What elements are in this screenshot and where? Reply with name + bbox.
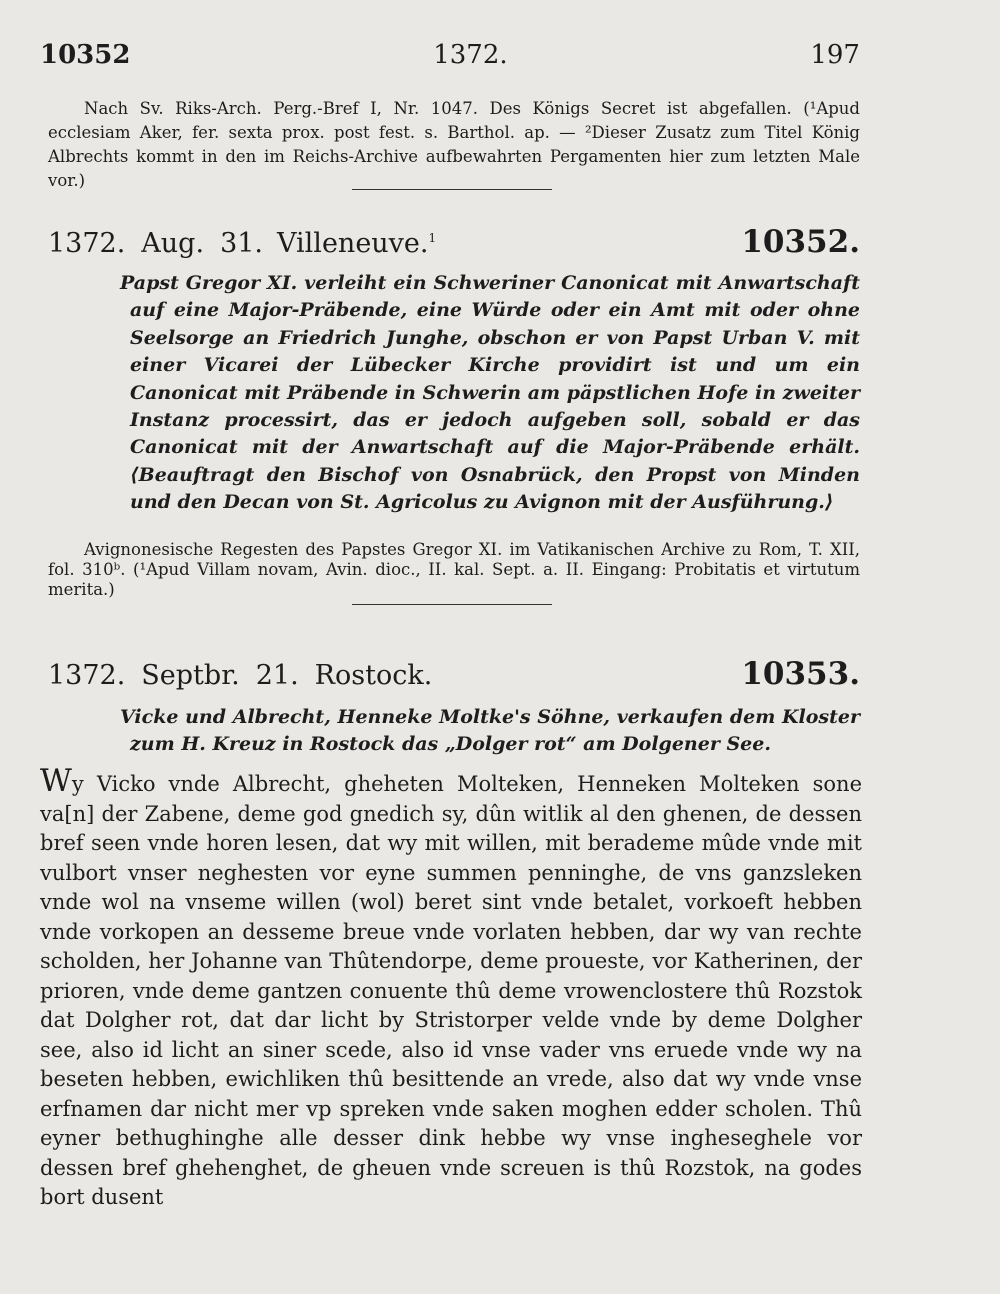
previous-entry-note	[48, 97, 860, 193]
entry-day: 31.	[220, 228, 264, 259]
entry-summary-10353	[120, 704, 860, 759]
entry-header-10353	[48, 656, 860, 692]
entry-date-10353	[48, 660, 448, 691]
entry-summary-10352	[120, 270, 860, 517]
entry-year: 1372.	[48, 228, 126, 259]
page-number: 197	[810, 40, 860, 70]
previous-entry-note-text: Nach Sv. Riks-Arch. Perg.-Bref I, Nr. 1047. Des Königs Secret ist abgefallen. (¹Apud ecclesiam Aker, fer. sexta prox. post fest. s. Barthol. ap. — ²Dieser Zusatz zum Titel König Albrechts kommt in den im Reichs-Archive aufbewahrten Pergamenten hier zum letzten Male vor.)	[48, 99, 860, 190]
entry-place: Rostock.	[314, 660, 433, 691]
running-head-year: 1372.	[433, 40, 508, 70]
entry-number: 10353.	[741, 656, 860, 692]
running-head	[40, 40, 860, 70]
charter-text-paragraph	[40, 763, 862, 1213]
charter-text-body: y Vicko vnde Albrecht, gheheten Molteken, Henneken Molteken sone va[n] der Zabene, deme god gnedich sy, dûn witlik al den ghenen, de dessen bref seen vnde horen lesen, dat wy mit willen, mit berademe mûde vnde mit vulbort vnser neghesten vor eyne summen penninghe, de vns ganzsleken vnde wol na vnseme willen (wol) beret sint vnde betalet, vorkoeft hebben vnde vorkopen an desseme breue vnde vorlaten hebben, dar wy van rechte scholden, her Johanne van Thûtendorpe, deme proueste, vor Katherinen, der prioren, vnde deme gantzen conuente thû deme vrowenclostere thû Rozstok dat Dolgher rot, dat dar licht by Stristorper velde vnde by deme Dolgher see, also id licht an siner scede, also id vnse vader vns eruede vnde wy na beseten hebben, ewichliken thû besittende an vrede, also dat wy vnde vnse erfnamen dar nicht mer vp spreken vnde saken moghen edder scholen. Thû eyner bethughinghe alle desser dink hebbe wy vnse ingheseghele vor dessen bref ghehenghet, de gheuen vnde screuen is thû Rozstok, na godes bort dusent	[40, 772, 862, 1209]
entry-month: Septbr.	[141, 660, 240, 691]
drop-cap: W	[40, 763, 72, 799]
entry-summary-text: Papst Gregor XI. verleiht ein Schweriner Canonicat mit Anwartschaft auf eine Major-Präbende, eine Würde oder ein Amt mit oder ohne Seelsorge an Friedrich Junghe, obschon er von Papst Urban V. mit einer Vicarei der Lübecker Kirche providirt ist und um ein Canonicat mit Präbende in Schwerin am päpstlichen Hofe in zweiter Instanz processirt, das er jedoch aufgeben soll, sobald er das Canonicat mit der Anwartschaft auf die Major-Präbende erhält. ⟨Beauftragt den Bischof von Osnabrück, den Propst von Minden und den Decan von St. Agricolus zu Avignon mit der Ausführung.⟩	[120, 272, 860, 514]
running-head-doc-number: 10352	[40, 40, 131, 70]
entry-summary-text: Vicke und Albrecht, Henneke Moltke's Söhne, verkaufen dem Kloster zum H. Kreuz in Rostock das „Dolger rot“ am Dolgener See.	[120, 706, 860, 756]
charter-text-10353	[40, 763, 862, 1213]
entry-header-10352	[48, 224, 860, 260]
entry-source-text: Avignonesische Regesten des Papstes Gregor XI. im Vatikanischen Archive zu Rom, T. XII, fol. 310ᵇ. (¹Apud Villam novam, Avin. dioc., II. kal. Sept. a. II. Eingang: Probitatis et virtutum merita.)	[48, 540, 860, 599]
section-divider-1	[352, 189, 552, 190]
entry-place-footnote-mark: 1	[428, 231, 437, 245]
entry-year: 1372.	[48, 660, 126, 691]
entry-day: 21.	[255, 660, 299, 691]
entry-month: Aug.	[141, 228, 205, 259]
section-divider-2	[352, 604, 552, 605]
entry-source-10352	[48, 540, 860, 600]
entry-number: 10352.	[741, 224, 860, 260]
entry-date-10352	[48, 228, 436, 259]
entry-place: Villeneuve.	[277, 228, 429, 259]
